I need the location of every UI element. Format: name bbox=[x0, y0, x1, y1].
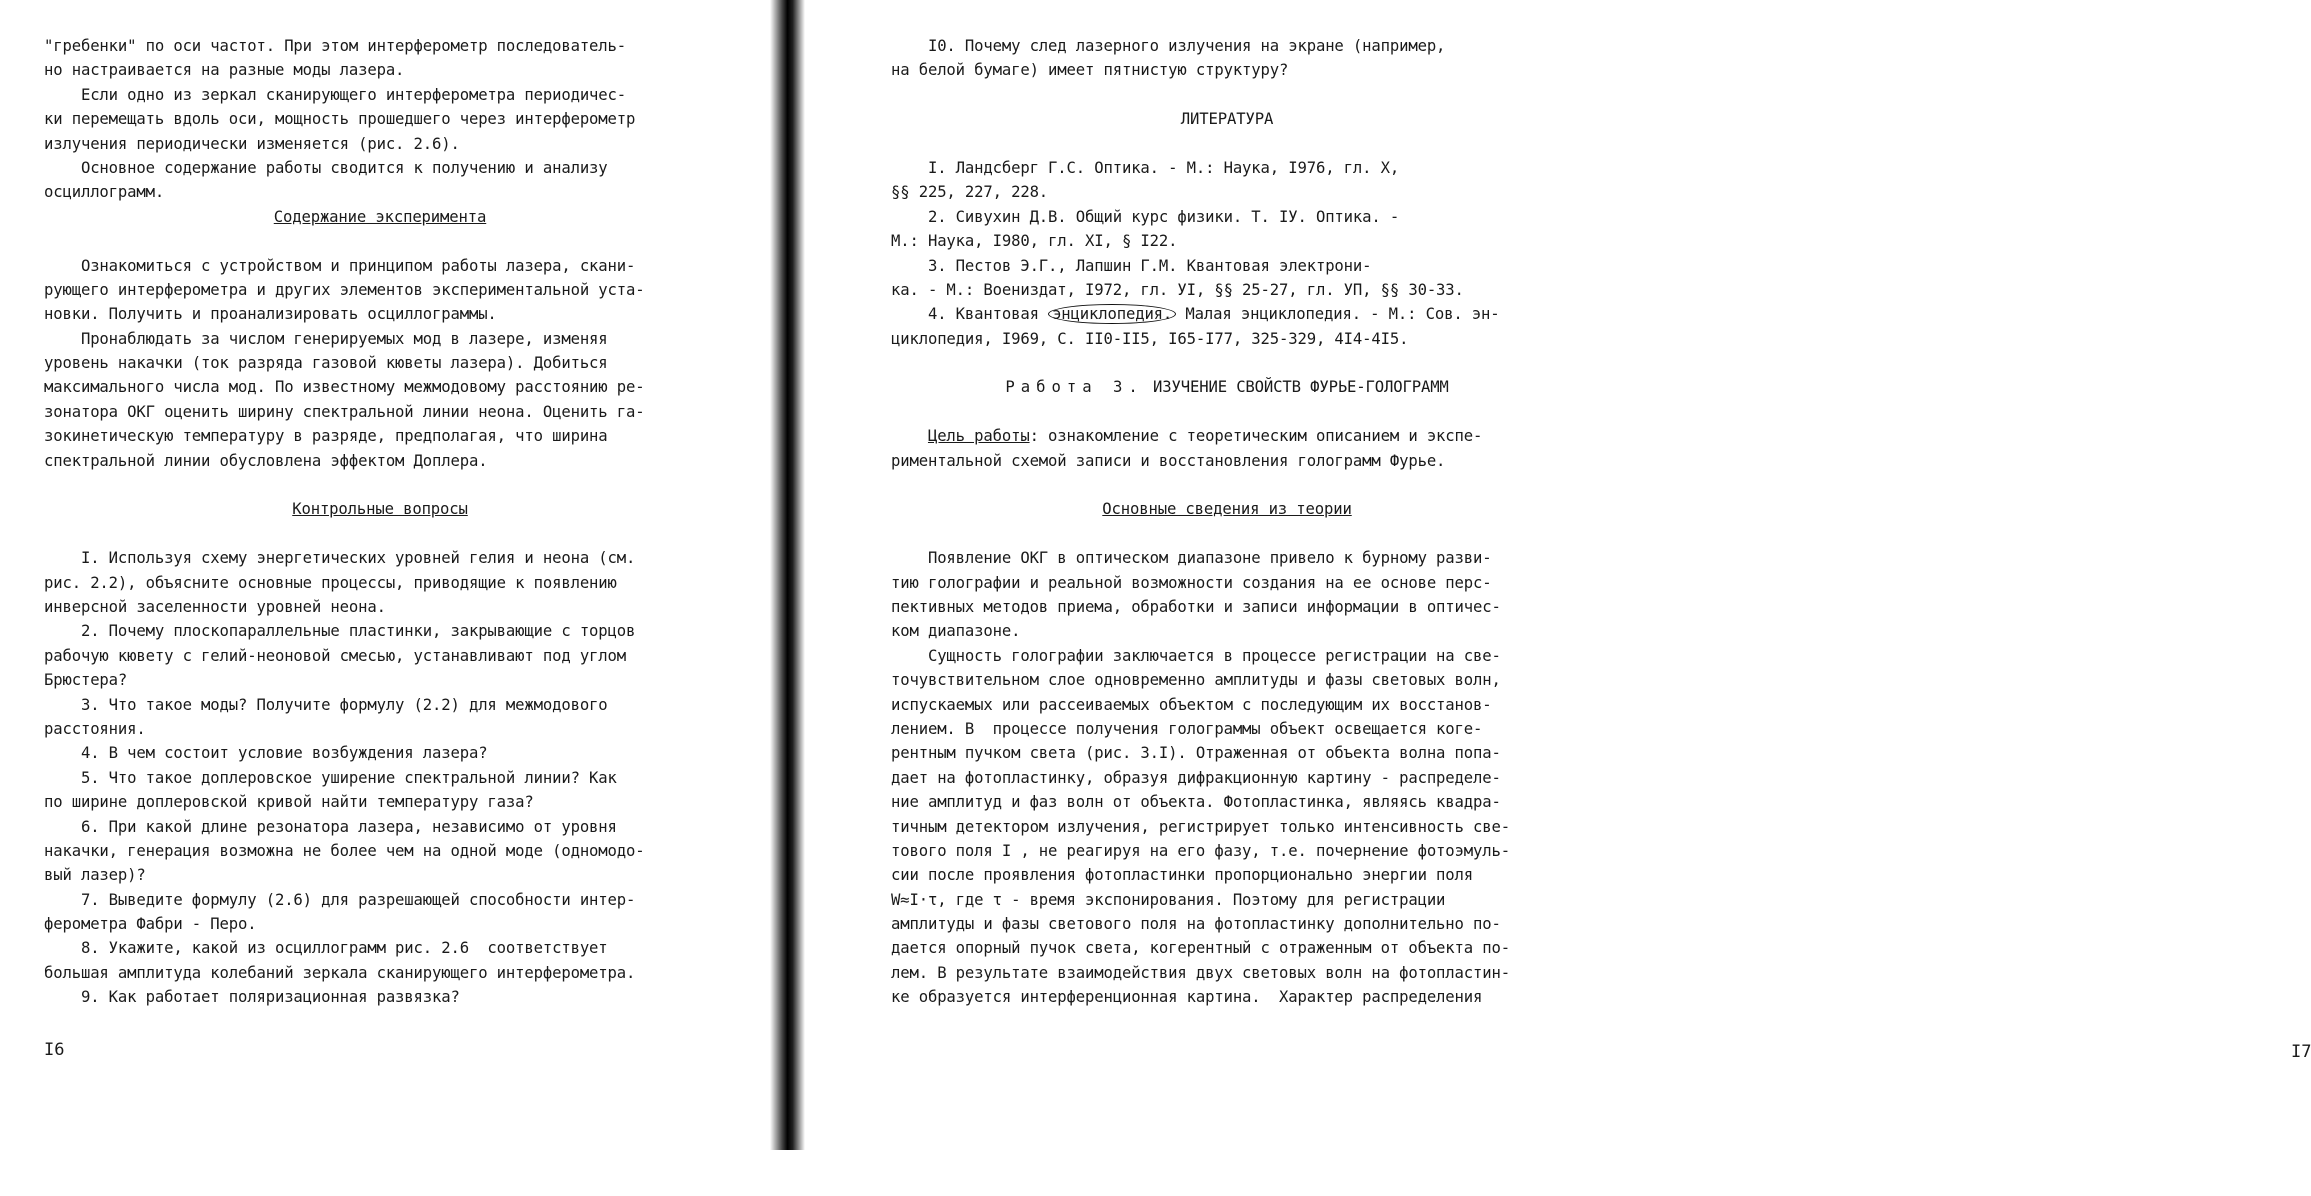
question-line: 8. Укажите, какой из осциллограмм рис. 2.6 соответствует bbox=[44, 939, 608, 958]
section-heading-questions bbox=[44, 497, 716, 521]
section-heading-text: Основные сведения из теории bbox=[1102, 500, 1352, 519]
text-line: но настраивается на разные моды лазера. bbox=[44, 61, 405, 80]
reference-line: 2. Сивухин Д.В. Общий курс физики. Т. IУ. Оптика. - bbox=[891, 207, 1400, 226]
text-line: максимального числа мод. По известному межмодовому расстоянию ре- bbox=[44, 378, 645, 397]
reference-line: §§ 225, 227, 228. bbox=[891, 183, 1049, 202]
text-line: тичным детектором излучения, регистрирует только интенсивность све- bbox=[891, 817, 1510, 836]
text-line: тию голографии и реальной возможности создания на ее основе перс- bbox=[891, 573, 1492, 592]
reference-line: I. Ландсберг Г.С. Оптика. - М.: Наука, I976, гл. X, bbox=[891, 158, 1400, 177]
reference-line: 3. Пестов Э.Г., Лапшин Г.М. Квантовая электрони- bbox=[891, 256, 1372, 275]
text-line: Сущность голографии заключается в процессе регистрации на све- bbox=[891, 646, 1501, 665]
question-line: 6. При какой длине резонатора лазера, независимо от уровня bbox=[44, 817, 617, 836]
question-line: 7. Выведите формулу (2.6) для разрешающей способности интер- bbox=[44, 890, 636, 909]
text-line: сии после проявления фотопластинки пропорционально энергии поля bbox=[891, 866, 1474, 885]
text-line: "гребенки" по оси частот. При этом интерферометр последователь- bbox=[44, 37, 627, 55]
literature-heading: ЛИТЕРАТУРА bbox=[1180, 110, 1274, 129]
question-line: рабочую кювету с гелий-неоновой смесью, устанавливают под углом bbox=[44, 646, 627, 665]
question-line: большая амплитуда колебаний зеркала сканирующего интерферометра. bbox=[44, 963, 636, 982]
reference-text: Малая энциклопедия. - М.: Сов. эн- bbox=[1176, 305, 1500, 324]
text-line: лем. В результате взаимодействия двух световых волн на фотопластин- bbox=[891, 963, 1510, 982]
question-line: вый лазер)? bbox=[44, 866, 146, 885]
reference-line: циклопедия, I969, С. II0-II5, I65-I77, 325-329, 4I4-4I5. bbox=[891, 329, 1409, 348]
text-line: амплитуды и фазы светового поля на фотопластинку дополнительно по- bbox=[891, 915, 1501, 934]
question-line: расстояния. bbox=[44, 719, 146, 738]
text-line: уровень накачки (ток разряда газовой кюветы лазера). Добиться bbox=[44, 354, 608, 373]
book-gutter bbox=[770, 0, 805, 1150]
goal-line: риментальной схемой записи и восстановления голограмм Фурье. bbox=[891, 451, 1446, 470]
question-line: 3. Что такое моды? Получите формулу (2.2) для межмодового bbox=[44, 695, 608, 714]
text-line: новки. Получить и проанализировать осциллограммы. bbox=[44, 305, 497, 324]
page-number-right: I7 bbox=[2291, 1042, 2311, 1062]
page-number-left: I6 bbox=[44, 1040, 65, 1060]
text-line: зонатора ОКГ оценить ширину спектральной линии неона. Оценить га- bbox=[44, 402, 645, 421]
left-page bbox=[0, 0, 770, 1196]
text-line: Ознакомиться с устройством и принципом работы лазера, скани- bbox=[44, 256, 636, 275]
text-line: лением. В процессе получения голограммы объект освещается коге- bbox=[891, 719, 1483, 738]
text-line: Появление ОКГ в оптическом диапазоне привело к бурному разви- bbox=[891, 549, 1492, 568]
question-line: на белой бумаге) имеет пятнистую структуру? bbox=[891, 61, 1289, 80]
question-line: рис. 2.2), объясните основные процессы, приводящие к появлению bbox=[44, 573, 617, 592]
right-text-column bbox=[891, 34, 1563, 1010]
right-page bbox=[805, 0, 2311, 1196]
text-line: Если одно из зеркал сканирующего интерферометра периодичес- bbox=[44, 85, 627, 104]
work-name: ИЗУЧЕНИЕ СВОЙСТВ ФУРЬЕ-ГОЛОГРАММ bbox=[1143, 378, 1449, 397]
section-heading-text: Содержание эксперимента bbox=[273, 207, 487, 226]
question-line: накачки, генерация возможна не более чем на одной моде (одномодо- bbox=[44, 841, 645, 860]
theory-heading bbox=[891, 497, 1563, 521]
reference-line: ка. - М.: Воениздат, I972, гл. УI, §§ 25-27, гл. УП, §§ 30-33. bbox=[891, 280, 1464, 299]
text-line: ке образуется интерференционная картина. Характер распределения bbox=[891, 988, 1483, 1007]
question-line: инверсной заселенности уровней неона. bbox=[44, 597, 386, 616]
text-line: излучения периодически изменяется (рис. 2.6). bbox=[44, 134, 460, 153]
text-line: тового поля I , не реагируя на его фазу, т.е. почернение фотоэмуль- bbox=[891, 841, 1510, 860]
text-line: точувствительном слое одновременно амплитуды и фазы световых волн, bbox=[891, 671, 1501, 690]
text-line: спектральной линии обусловлена эффектом Доплера. bbox=[44, 451, 488, 470]
reference-line-4 bbox=[891, 302, 1563, 326]
section-heading-experiment bbox=[44, 205, 716, 229]
reference-text: 4. Квантовая bbox=[891, 305, 1049, 324]
text-line: ние амплитуд и фаз волн от объекта. Фотопластинка, являясь квадра- bbox=[891, 793, 1501, 812]
text-line: W≈I·τ, где τ - время экспонирования. Поэтому для регистрации bbox=[891, 890, 1446, 909]
question-line: 5. Что такое доплеровское уширение спектральной линии? Как bbox=[44, 768, 617, 787]
question-line: 9. Как работает поляризационная развязка? bbox=[44, 988, 460, 1007]
text-line: зокинетическую температуру в разряде, предполагая, что ширина bbox=[44, 427, 608, 446]
text-line: дает на фотопластинку, образуя дифракционную картину - распределе- bbox=[891, 768, 1501, 787]
text-line: пективных методов приема, обработки и записи информации в оптичес- bbox=[891, 597, 1501, 616]
circled-word: энциклопедия. bbox=[1048, 304, 1176, 324]
question-line: по ширине доплеровской кривой найти температуру газа? bbox=[44, 793, 534, 812]
question-line: I. Используя схему энергетических уровней гелия и неона (см. bbox=[44, 549, 636, 568]
text-line: испускаемых или рассеиваемых объектом с последующим их восстанов- bbox=[891, 695, 1492, 714]
question-line: ферометра Фабри - Перо. bbox=[44, 915, 257, 934]
text-line: Пронаблюдать за числом генерируемых мод в лазере, изменяя bbox=[44, 329, 608, 348]
question-line: 2. Почему плоскопараллельные пластинки, закрывающие с торцов bbox=[44, 622, 636, 641]
goal-line bbox=[891, 424, 1563, 448]
question-line: Брюстера? bbox=[44, 671, 128, 690]
question-line: I0. Почему след лазерного излучения на экране (например, bbox=[891, 37, 1446, 55]
text-line: ки перемещать вдоль оси, мощность прошедшего через интерферометр bbox=[44, 110, 636, 129]
reference-line: М.: Наука, I980, гл. XI, § I22. bbox=[891, 232, 1178, 251]
work-number: Работа 3. bbox=[1005, 378, 1144, 397]
left-text-column bbox=[44, 34, 716, 1010]
goal-text: : ознакомление с теоретическим описанием и экспе- bbox=[1029, 427, 1483, 446]
text-line: осциллограмм. bbox=[44, 183, 165, 202]
goal-label: Цель работы bbox=[927, 427, 1030, 446]
question-line: 4. В чем состоит условие возбуждения лазера? bbox=[44, 744, 488, 763]
section-heading-text: Контрольные вопросы bbox=[292, 500, 468, 519]
text-line: рующего интерферометра и других элементов экспериментальной уста- bbox=[44, 280, 645, 299]
work-title bbox=[891, 375, 1563, 399]
text-line: дается опорный пучок света, когерентный с отраженным от объекта по- bbox=[891, 939, 1510, 958]
text-line: рентным пучком света (рис. 3.I). Отраженная от объекта волна попа- bbox=[891, 744, 1501, 763]
text-line: ком диапазоне. bbox=[891, 622, 1021, 641]
text-line: Основное содержание работы сводится к получению и анализу bbox=[44, 158, 608, 177]
